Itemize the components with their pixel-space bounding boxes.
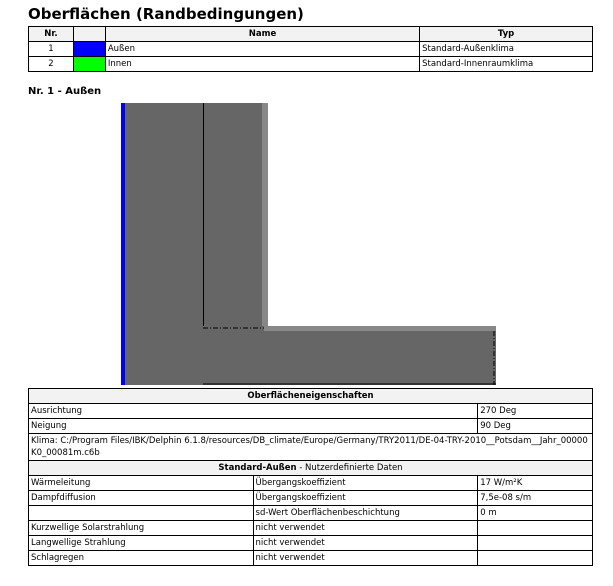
slab-highlight-top — [264, 326, 496, 331]
surface-nr: 2 — [29, 57, 74, 72]
condition-label: Schlagregen — [29, 551, 254, 566]
table-row — [29, 419, 593, 434]
table-row — [29, 476, 593, 491]
page-title: Oberflächen (Randbedingungen) — [28, 5, 304, 23]
surface-name: Außen — [105, 42, 419, 57]
condition-value — [478, 551, 593, 566]
surface-boundary-line — [121, 103, 125, 385]
slab-horizontal — [203, 326, 496, 385]
condition-label: Kurzwellige Solarstrahlung — [29, 521, 254, 536]
conditions-header — [29, 461, 593, 476]
condition-label: Wärmeleitung — [29, 476, 254, 491]
surface-type: Standard-Innenraumklima — [420, 57, 593, 72]
condition-label: Langwellige Strahlung — [29, 536, 254, 551]
table-row — [29, 491, 593, 506]
wall-highlight-right — [262, 103, 268, 328]
table-row — [29, 521, 593, 536]
klima-path: Klima: C:/Program Files/IBK/Delphin 6.1.8/resources/DB_climate/Europe/Germany/TRY2011/DE-04-TRY-2010__Potsdam__Jahr_00000K0_00081m.c6b — [29, 434, 593, 461]
condition-value: 17 W/m²K — [478, 476, 593, 491]
properties-header: Oberflächeneigenschaften — [29, 389, 593, 404]
condition-value — [478, 521, 593, 536]
condition-param: Übergangskoeffizient — [253, 476, 478, 491]
table-row — [29, 536, 593, 551]
condition-param: nicht verwendet — [253, 551, 478, 566]
condition-label: Dampfdiffusion — [29, 491, 254, 506]
neigung-value: 90 Deg — [478, 419, 593, 434]
table-row — [29, 506, 593, 521]
neigung-label: Neigung — [29, 419, 478, 434]
surface-section-title: Nr. 1 - Außen — [28, 86, 102, 97]
name-header: Name — [105, 27, 419, 42]
table-row — [29, 551, 593, 566]
conditions-header-title: Standard-Außen — [218, 463, 297, 473]
table-row — [29, 434, 593, 461]
ausrichtung-label: Ausrichtung — [29, 404, 478, 419]
condition-label — [29, 506, 254, 521]
condition-value: 7,5e-08 s/m — [478, 491, 593, 506]
condition-value: 0 m — [478, 506, 593, 521]
surface-properties-table — [28, 388, 593, 566]
condition-value — [478, 536, 593, 551]
table-row — [29, 404, 593, 419]
condition-param: nicht verwendet — [253, 536, 478, 551]
condition-param: nicht verwendet — [253, 521, 478, 536]
condition-param: Übergangskoeffizient — [253, 491, 478, 506]
nr-header: Nr. — [29, 27, 74, 42]
condition-param: sd-Wert Oberflächenbeschichtung — [253, 506, 478, 521]
conditions-header-note: - Nutzerdefinierte Daten — [296, 463, 403, 473]
ausrichtung-value: 270 Deg — [478, 404, 593, 419]
surface-nr: 1 — [29, 42, 74, 57]
typ-header: Typ — [420, 27, 593, 42]
surface-name: Innen — [105, 57, 419, 72]
surface-type: Standard-Außenklima — [420, 42, 593, 57]
